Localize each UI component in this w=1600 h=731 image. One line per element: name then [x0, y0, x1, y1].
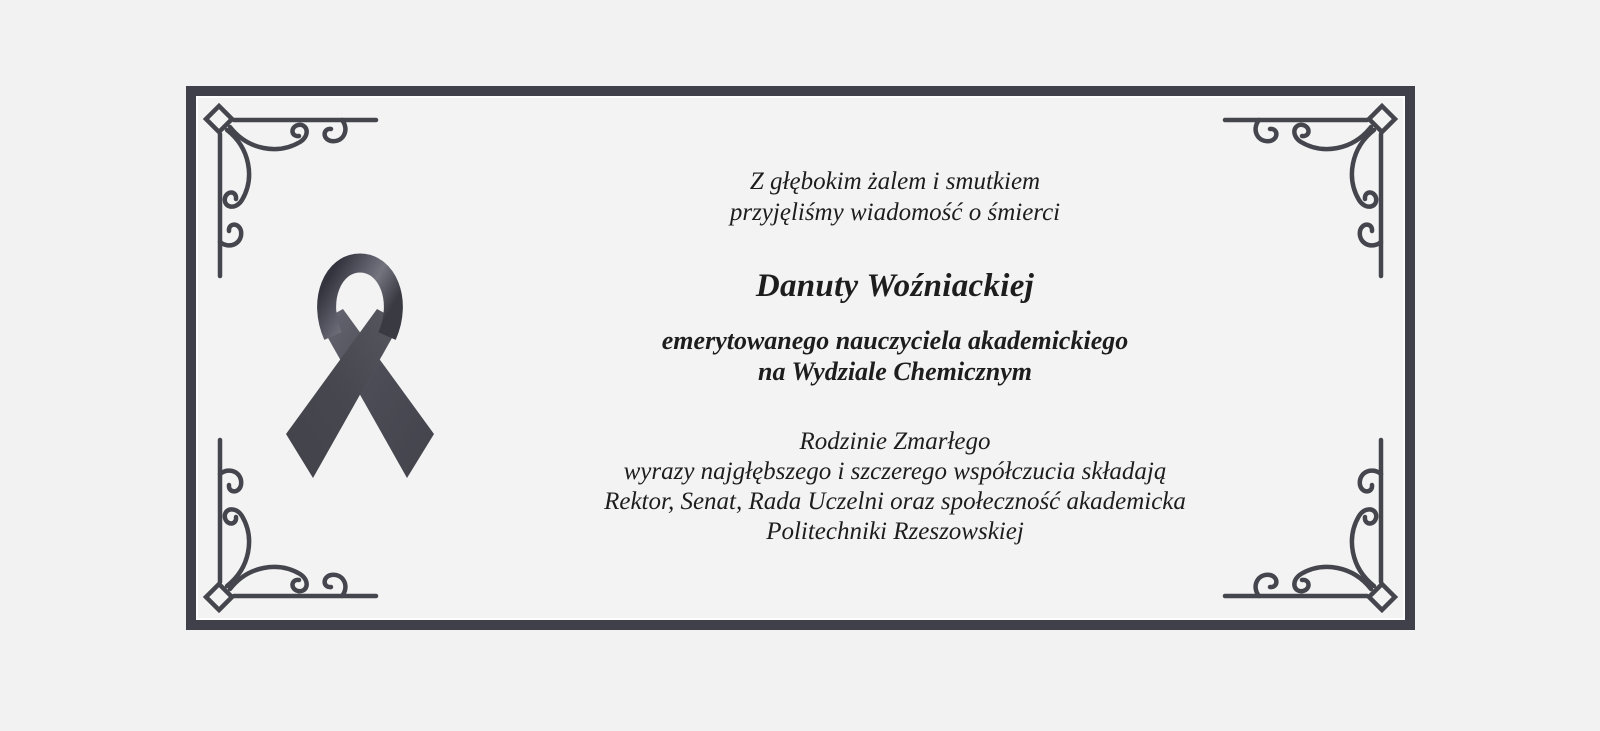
deceased-role-lines	[430, 325, 1360, 387]
intro-lines	[430, 166, 1360, 228]
role-line-1: emerytowanego nauczyciela akademickiego	[661, 326, 1129, 355]
condolence-line-2: wyrazy najgłębszego i szczerego współczucia składają	[623, 458, 1167, 485]
mourning-ribbon-icon	[283, 238, 439, 479]
condolence-line-4: Politechniki Rzeszowskiej	[766, 518, 1024, 545]
role-line-2: na Wydziale Chemicznym	[758, 357, 1032, 386]
intro-line-1: Z głębokim żalem i smutkiem	[749, 168, 1041, 195]
notice-text-column	[430, 0, 1360, 731]
deceased-name: Danuty Woźniackiej	[755, 268, 1035, 304]
intro-line-2: przyjęliśmy wiadomość o śmierci	[729, 199, 1061, 226]
condolence-line-1: Rodzinie Zmarłego	[799, 428, 991, 455]
condolence-line-3: Rektor, Senat, Rada Uczelni oraz społeczność akademicka	[604, 488, 1186, 515]
condolence-lines	[430, 427, 1360, 547]
